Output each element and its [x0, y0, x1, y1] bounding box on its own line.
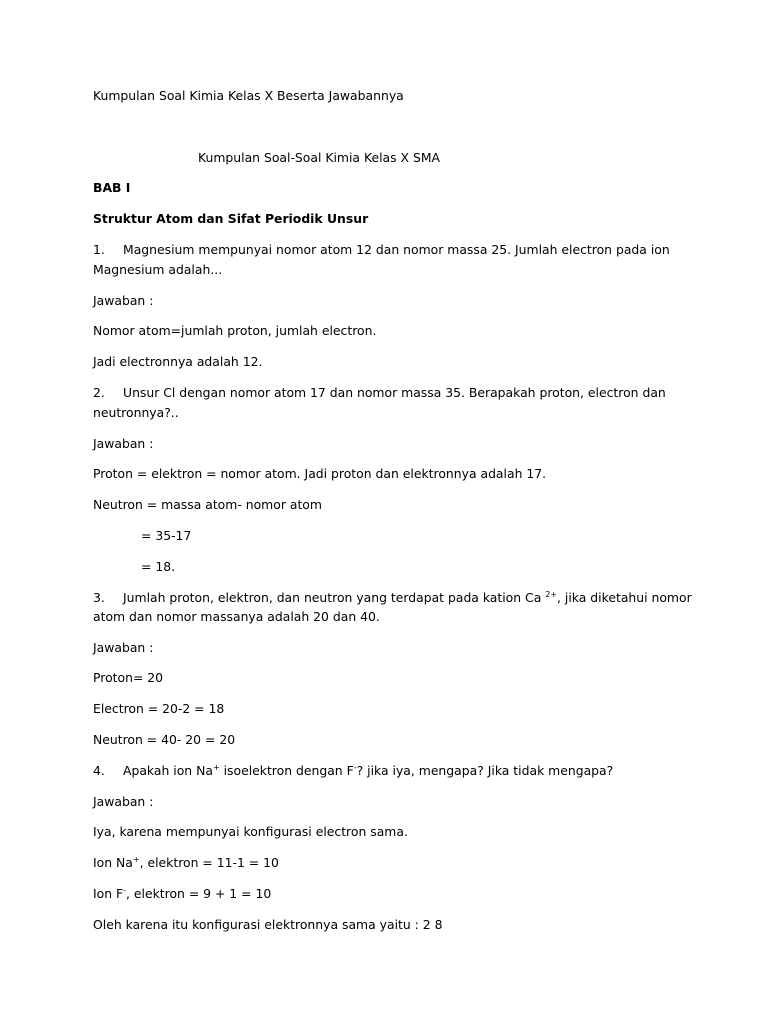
topic-heading: Struktur Atom dan Sifat Periodik Unsur — [93, 211, 369, 226]
answer-label: Jawaban : — [93, 794, 154, 809]
question-text: Apakah ion Na — [123, 763, 213, 778]
question-2 — [93, 385, 666, 401]
question-number: 1. — [93, 242, 105, 257]
answer-line: Neutron = massa atom- nomor atom — [93, 497, 322, 512]
question-number: 3. — [93, 590, 105, 605]
answer-label: Jawaban : — [93, 293, 154, 308]
question-text: Unsur Cl dengan nomor atom 17 dan nomor massa 35. Berapakah proton, electron dan — [123, 385, 666, 400]
answer-line — [93, 855, 279, 871]
question-number: 4. — [93, 763, 105, 778]
charge-superscript: + — [212, 763, 220, 772]
question-1 — [93, 242, 670, 258]
answer-line: Neutron = 40- 20 = 20 — [93, 732, 236, 747]
answer-label: Jawaban : — [93, 436, 154, 451]
question-1-continuation: Magnesium adalah... — [93, 262, 223, 277]
section-heading: Kumpulan Soal-Soal Kimia Kelas X SMA — [198, 150, 440, 165]
answer-text: Ion Na — [93, 855, 133, 870]
question-text: ? jika iya, mengapa? Jika tidak mengapa? — [356, 763, 614, 778]
answer-line: Oleh karena itu konfigurasi elektronnya sama yaitu : 2 8 — [93, 917, 443, 932]
charge-superscript: - — [123, 886, 127, 895]
question-text: , jika diketahui nomor — [557, 590, 692, 605]
charge-superscript: - — [353, 763, 357, 772]
question-2-continuation: neutronnya?.. — [93, 405, 179, 420]
document-title: Kumpulan Soal Kimia Kelas X Beserta Jawabannya — [93, 88, 404, 103]
answer-line: Nomor atom=jumlah proton, jumlah electron. — [93, 323, 377, 338]
answer-line — [93, 886, 271, 902]
answer-line: Electron = 20-2 = 18 — [93, 701, 225, 716]
answer-label: Jawaban : — [93, 640, 154, 655]
question-3 — [93, 590, 692, 606]
answer-line-indented: = 18. — [141, 559, 176, 574]
question-text: Jumlah proton, elektron, dan neutron yang terdapat pada kation Ca — [123, 590, 546, 605]
answer-text: , elektron = 9 + 1 = 10 — [126, 886, 272, 901]
question-number: 2. — [93, 385, 105, 400]
charge-superscript: 2+ — [545, 590, 558, 599]
answer-line-indented: = 35-17 — [141, 528, 192, 543]
answer-text: Ion F — [93, 886, 124, 901]
question-text: Magnesium mempunyai nomor atom 12 dan nomor massa 25. Jumlah electron pada ion — [123, 242, 670, 257]
question-text: isoelektron dengan F — [219, 763, 354, 778]
answer-line: Iya, karena mempunyai konfigurasi electron sama. — [93, 824, 408, 839]
chapter-label: BAB I — [93, 180, 131, 195]
answer-text: , elektron = 11-1 = 10 — [139, 855, 279, 870]
question-4 — [93, 763, 613, 779]
answer-line: Proton= 20 — [93, 670, 164, 685]
question-3-continuation: atom dan nomor massanya adalah 20 dan 40. — [93, 609, 380, 624]
answer-line: Proton = elektron = nomor atom. Jadi proton dan elektronnya adalah 17. — [93, 466, 547, 481]
answer-line: Jadi electronnya adalah 12. — [93, 354, 263, 369]
charge-superscript: + — [132, 855, 140, 864]
